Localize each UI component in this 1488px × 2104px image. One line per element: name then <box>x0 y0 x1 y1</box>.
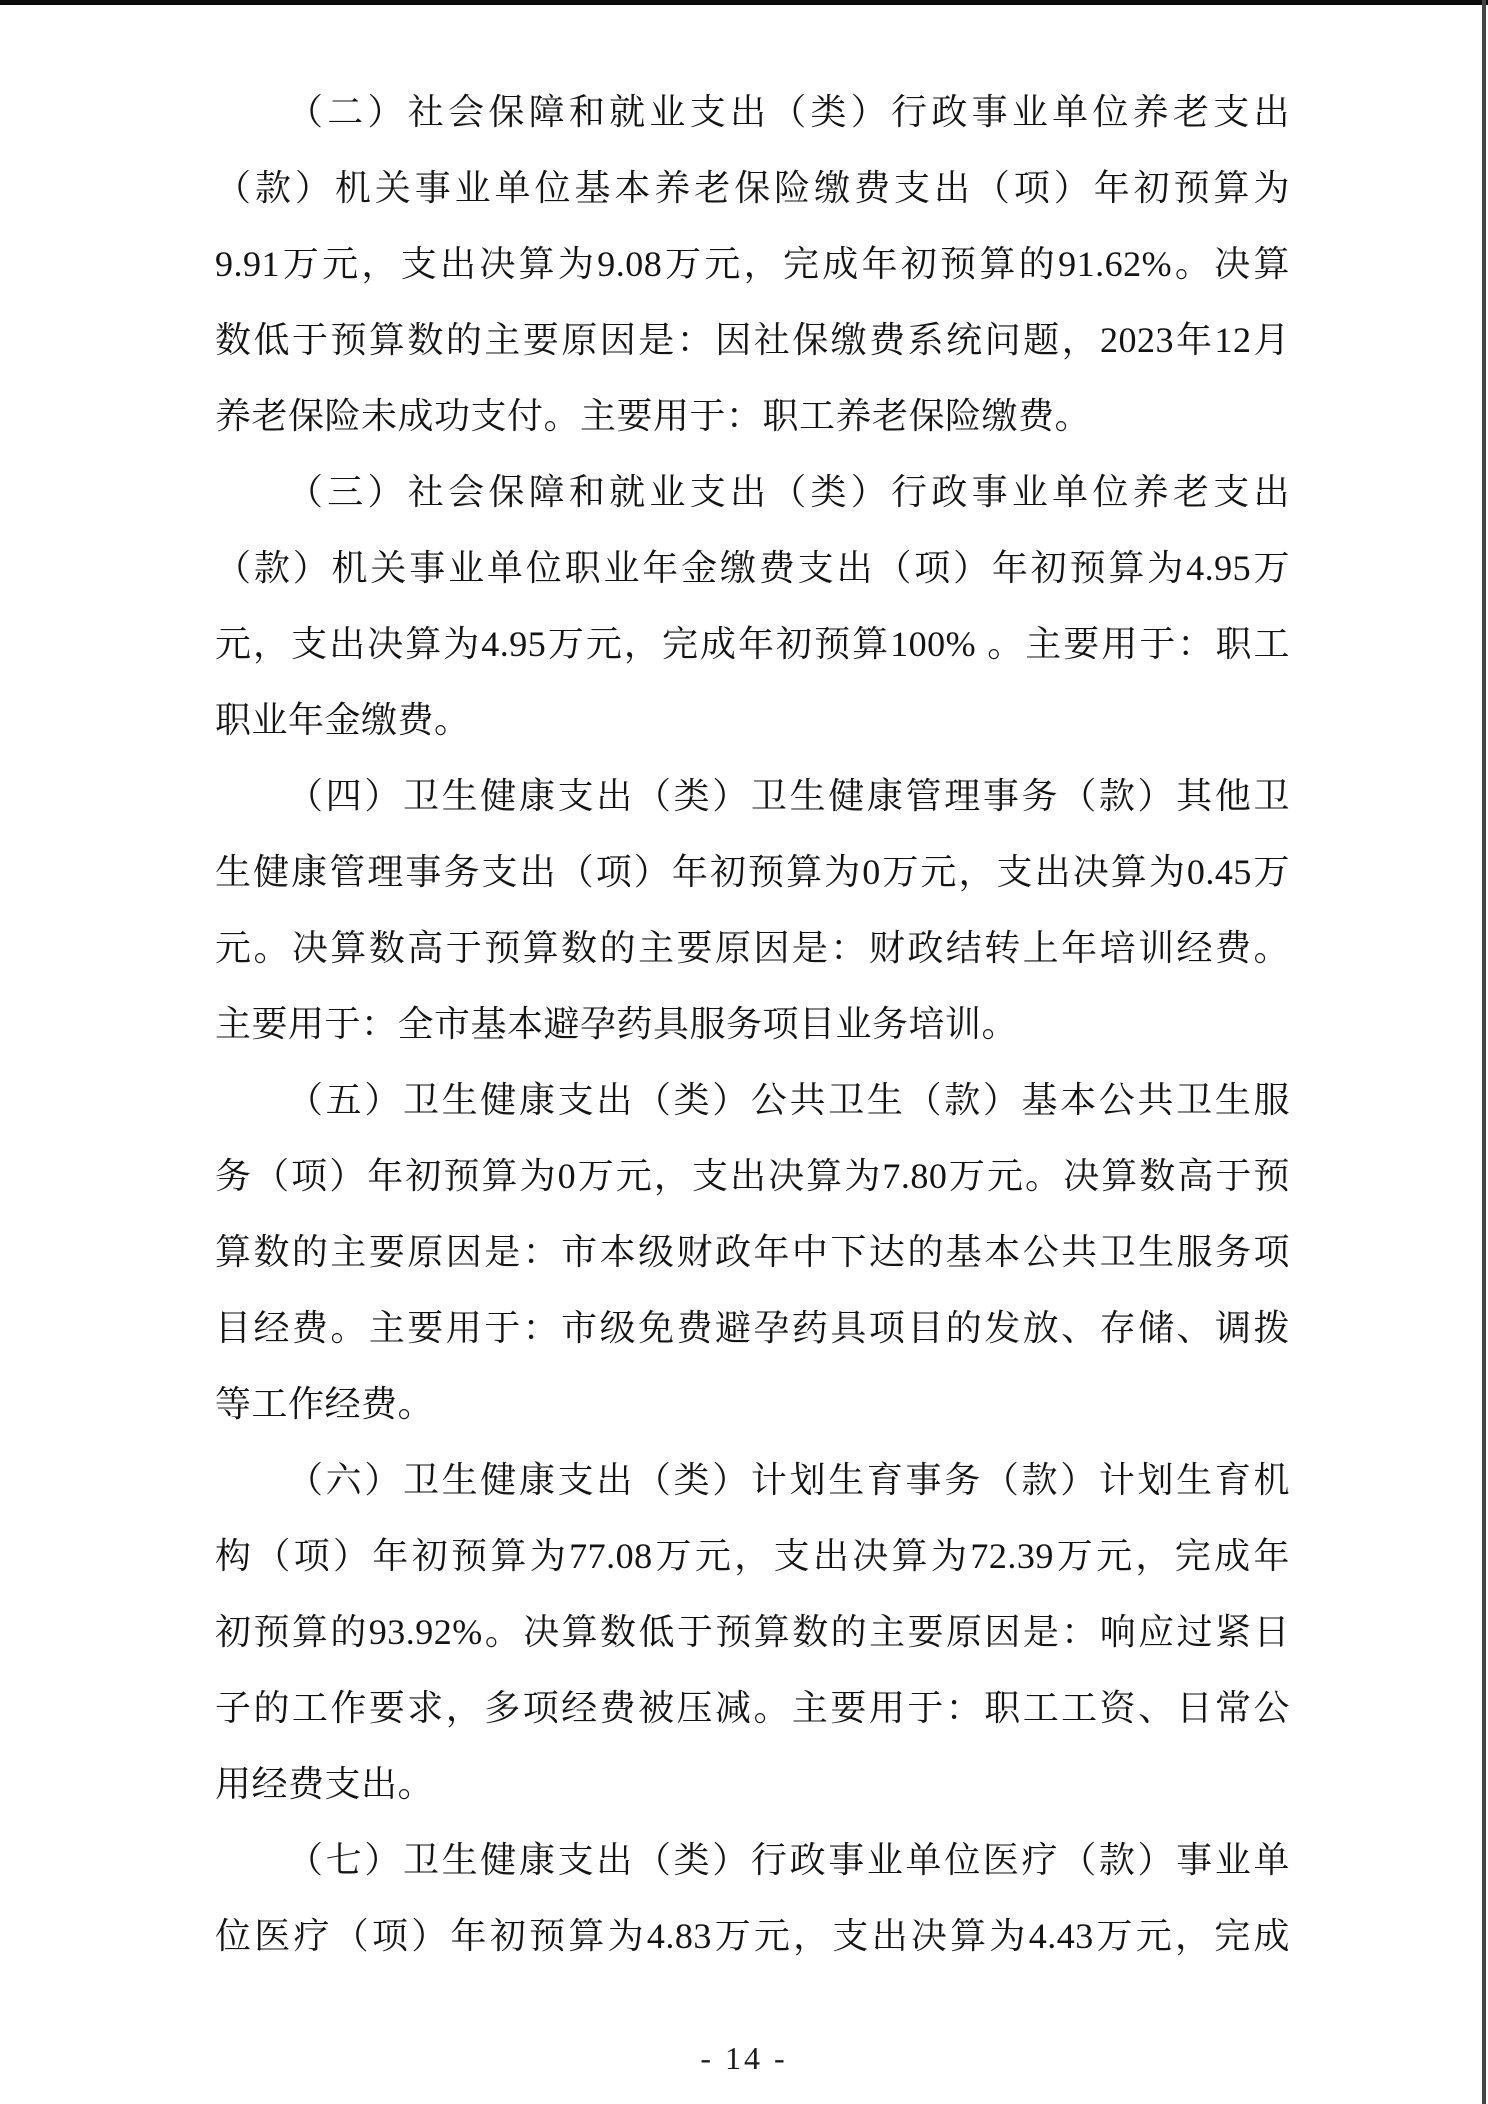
text-line: 主要用于：全市基本避孕药具服务项目业务培训。 <box>215 1004 1019 1044</box>
document-text-block <box>215 74 1290 1974</box>
text-line: （七）卫生健康支出（类）行政事业单位医疗（款）事业单 <box>287 1840 1290 1880</box>
text-line: 养老保险未成功支付。主要用于：职工养老保险缴费。 <box>215 396 1092 436</box>
text-line: 构（项）年初预算为77.08万元，支出决算为72.39万元，完成年 <box>215 1536 1290 1576</box>
text-line: 职业年金缴费。 <box>215 700 471 740</box>
scan-artifact-right-line <box>1482 0 1486 2104</box>
text-line: 元。决算数高于预算数的主要原因是：财政结转上年培训经费。 <box>215 928 1290 968</box>
text-line: 生健康管理事务支出（项）年初预算为0万元，支出决算为0.45万 <box>215 852 1290 892</box>
text-line: 算数的主要原因是：市本级财政年中下达的基本公共卫生服务项 <box>215 1232 1290 1272</box>
text-line: 位医疗（项）年初预算为4.83万元，支出决算为4.43万元，完成 <box>215 1916 1290 1956</box>
text-line: （二）社会保障和就业支出（类）行政事业单位养老支出 <box>287 92 1290 132</box>
page-footer <box>0 2036 1488 2080</box>
text-line: （三）社会保障和就业支出（类）行政事业单位养老支出 <box>287 472 1290 512</box>
text-line: 用经费支出。 <box>215 1764 435 1804</box>
text-line: 数低于预算数的主要原因是：因社保缴费系统问题，2023年12月 <box>215 320 1290 360</box>
text-line: （款）机关事业单位职业年金缴费支出（项）年初预算为4.95万 <box>215 548 1290 588</box>
text-line: 初预算的93.92%。决算数低于预算数的主要原因是：响应过紧日 <box>215 1612 1290 1652</box>
text-line: 元，支出决算为4.95万元，完成年初预算100% 。主要用于：职工 <box>215 624 1290 664</box>
text-line: 等工作经费。 <box>215 1384 435 1424</box>
page-number: - 14 - <box>700 2040 788 2076</box>
text-line: 目经费。主要用于：市级免费避孕药具项目的发放、存储、调拨 <box>215 1308 1290 1348</box>
scan-artifact-top-bar <box>0 0 1488 5</box>
text-line: 9.91万元，支出决算为9.08万元，完成年初预算的91.62%。决算 <box>215 244 1290 284</box>
text-line: （四）卫生健康支出（类）卫生健康管理事务（款）其他卫 <box>287 776 1290 816</box>
text-line: （款）机关事业单位基本养老保险缴费支出（项）年初预算为 <box>215 168 1290 208</box>
text-line: （五）卫生健康支出（类）公共卫生（款）基本公共卫生服 <box>287 1080 1290 1120</box>
text-line: （六）卫生健康支出（类）计划生育事务（款）计划生育机 <box>287 1460 1290 1500</box>
text-line: 务（项）年初预算为0万元，支出决算为7.80万元。决算数高于预 <box>215 1156 1290 1196</box>
text-line: 子的工作要求，多项经费被压减。主要用于：职工工资、日常公 <box>215 1688 1290 1728</box>
